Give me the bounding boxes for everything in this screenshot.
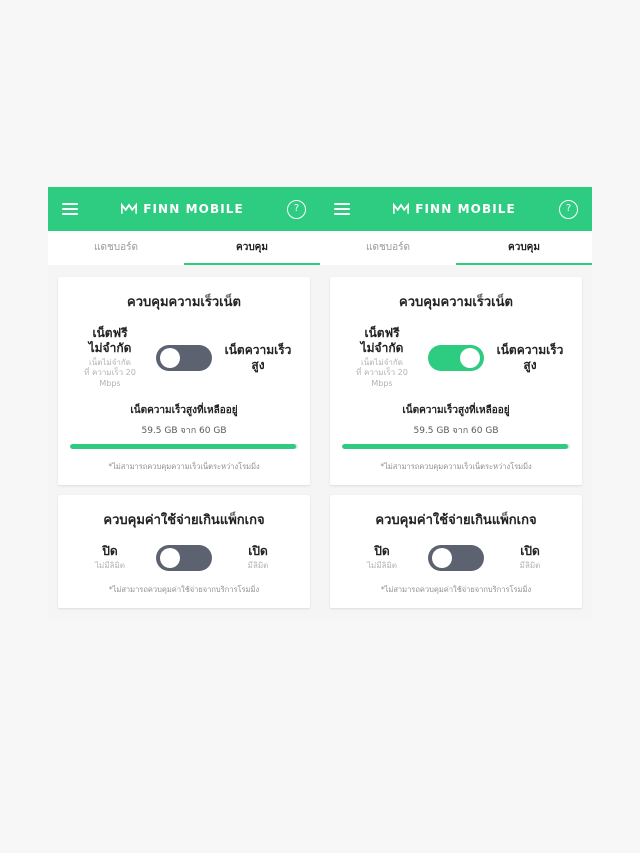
finn-logo-icon (121, 202, 137, 216)
speed-toggle-knob (460, 348, 480, 368)
speed-card-note: *ไม่สามารถควบคุมความเร็วเน็ตระหว่างโรมมิ่ง (108, 462, 260, 472)
speed-toggle[interactable] (156, 345, 212, 371)
speed-quota (70, 403, 298, 449)
app-header (48, 187, 320, 231)
quota-progress-fill (342, 444, 568, 449)
spend-switch-row (342, 544, 570, 571)
panel-content (320, 265, 592, 620)
app-panel-left (48, 187, 320, 620)
quota-progress-track (70, 444, 298, 449)
speed-card-note: *ไม่สามารถควบคุมความเร็วเน็ตระหว่างโรมมิ่ง (380, 462, 532, 472)
spend-left-sub: ไม่มีลิมิต (367, 561, 397, 571)
spend-switch-row (70, 544, 298, 571)
question-mark-icon[interactable]: ? (287, 200, 306, 219)
spend-left-label (346, 544, 418, 571)
tab-control[interactable]: ควบคุม (456, 231, 592, 265)
speed-switch-row (342, 326, 570, 389)
speed-left-sub: เน็ตไม่จำกัด ที่ ความเร็ว 20 Mbps (84, 358, 136, 388)
speed-left-main: เน็ตฟรี ไม่จำกัด (88, 326, 132, 355)
spend-left-sub: ไม่มีลิมิต (95, 561, 125, 571)
spend-card-title: ควบคุมค่าใช้จ่ายเกินแพ็กเกจ (375, 513, 537, 529)
speed-left-sub: เน็ตไม่จำกัด ที่ ความเร็ว 20 Mbps (356, 358, 408, 388)
speed-right-label: เน็ตความเร็วสูง (224, 342, 292, 372)
app-header (320, 187, 592, 231)
speed-left-label (346, 326, 418, 389)
spend-right-main: เปิด (248, 544, 268, 559)
quota-title: เน็ตความเร็วสูงที่เหลืออยู่ (402, 405, 510, 417)
app-panel-right (320, 187, 592, 620)
quota-progress-track (342, 444, 570, 449)
tab-dashboard[interactable]: แดชบอร์ด (94, 241, 138, 253)
panel-group (48, 187, 592, 620)
quota-title: เน็ตความเร็วสูงที่เหลืออยู่ (130, 405, 238, 417)
speed-left-label (74, 326, 146, 389)
spend-control-card (330, 495, 582, 607)
quota-progress-fill (70, 444, 296, 449)
spend-toggle-knob (432, 548, 452, 568)
brand-text: FINN MOBILE (415, 202, 516, 216)
speed-left-main: เน็ตฟรี ไม่จำกัด (360, 326, 404, 355)
speed-card-title: ควบคุมความเร็วเน็ต (399, 295, 513, 310)
panel-content (48, 265, 320, 620)
spend-card-note: *ไม่สามารถควบคุมค่าใช้จ่ายจากบริการโรมมิ่ง (380, 584, 532, 594)
spend-right-label (494, 544, 566, 571)
tab-bar (48, 231, 320, 265)
quota-value: 59.5 GB จาก 60 GB (413, 426, 499, 437)
hamburger-icon[interactable] (334, 203, 350, 215)
speed-quota (342, 403, 570, 449)
brand (78, 202, 287, 216)
speed-card-title: ควบคุมความเร็วเน็ต (127, 295, 241, 310)
tab-bar (320, 231, 592, 265)
spend-control-card (58, 495, 310, 607)
spend-left-main: ปิด (374, 544, 390, 559)
speed-toggle[interactable] (428, 345, 484, 371)
speed-toggle-knob (160, 348, 180, 368)
finn-logo-icon (393, 202, 409, 216)
speed-switch-row (70, 326, 298, 389)
brand (350, 202, 559, 216)
spend-right-label (222, 544, 294, 571)
quota-value: 59.5 GB จาก 60 GB (141, 426, 227, 437)
speed-control-card (330, 277, 582, 485)
spend-right-sub: มีลิมิต (247, 561, 269, 571)
spend-card-note: *ไม่สามารถควบคุมค่าใช้จ่ายจากบริการโรมมิ่ง (108, 584, 260, 594)
spend-card-title: ควบคุมค่าใช้จ่ายเกินแพ็กเกจ (103, 513, 265, 529)
spend-right-sub: มีลิมิต (519, 561, 541, 571)
question-mark-icon[interactable]: ? (559, 200, 578, 219)
spend-toggle[interactable] (156, 545, 212, 571)
spend-right-main: เปิด (520, 544, 540, 559)
spend-left-label (74, 544, 146, 571)
spend-left-main: ปิด (102, 544, 118, 559)
tab-dashboard[interactable]: แดชบอร์ด (366, 241, 410, 253)
speed-right-label: เน็ตความเร็วสูง (496, 342, 564, 372)
spend-toggle[interactable] (428, 545, 484, 571)
hamburger-icon[interactable] (62, 203, 78, 215)
tab-control[interactable]: ควบคุม (184, 231, 320, 265)
speed-control-card (58, 277, 310, 485)
spend-toggle-knob (160, 548, 180, 568)
brand-text: FINN MOBILE (143, 202, 244, 216)
